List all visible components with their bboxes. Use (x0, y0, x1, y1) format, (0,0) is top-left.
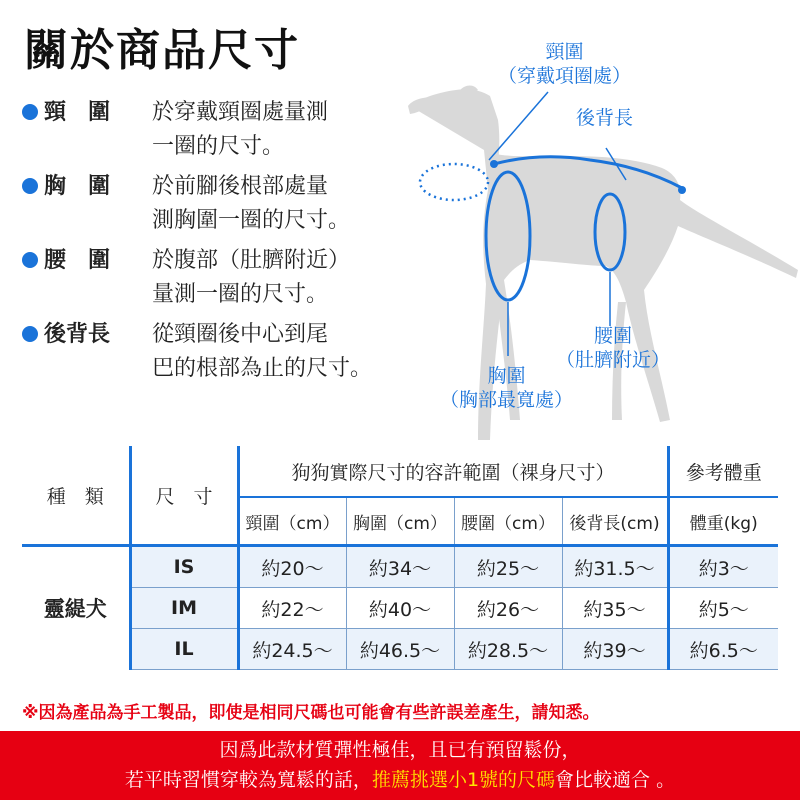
spec-back (22, 318, 373, 381)
spec-desc-line: 於前腳後根部處量 (152, 174, 329, 199)
breed-cell: 靈緹犬 (43, 597, 107, 622)
diagram-label-line: （肚臍附近） (556, 349, 671, 371)
chest-cell: 約40～ (346, 588, 454, 629)
chest-diagram-label (440, 364, 573, 412)
weight-cell: 約3～ (668, 546, 778, 588)
recommendation-banner (0, 731, 800, 800)
waist-cell: 約28.5～ (454, 629, 562, 670)
neck-diagram-label (498, 40, 631, 88)
spec-label: 頸 圍 (44, 100, 111, 125)
column-header-back: 後背長(cm) (562, 497, 668, 546)
spec-label: 腰 圍 (44, 248, 111, 273)
spec-waist (22, 244, 351, 307)
kind-header: 種 類 (46, 485, 104, 508)
spec-desc-line: 於腹部（肚臍附近） (152, 248, 351, 273)
neck-cell: 約20～ (238, 546, 346, 588)
banner-highlight: 推薦挑選小1號的尺碼 (371, 769, 556, 791)
table-row (22, 546, 778, 588)
bullet-icon (22, 178, 38, 194)
column-header-neck: 頸圍（cm） (238, 497, 346, 546)
table-row (22, 588, 778, 629)
range-header: 狗狗實際尺寸的容許範圍（裸身尺寸） (238, 446, 668, 497)
diagram-label-line: （胸部最寬處） (440, 389, 574, 411)
weight-cell: 約5～ (668, 588, 778, 629)
spec-description (152, 318, 402, 386)
spec-neck (22, 96, 329, 159)
waist-cell: 約26～ (454, 588, 562, 629)
ref-weight-header: 參考體重 (668, 446, 778, 497)
back-start-dot (490, 160, 498, 168)
back-end-dot (678, 186, 686, 194)
spec-desc-line: 於穿戴頸圈處量測 (152, 100, 329, 125)
spec-description (152, 96, 402, 164)
banner-line-1: 因爲此款材質彈性極佳，且已有預留鬆份， (219, 739, 581, 761)
page-title: 關於商品尺寸 (24, 25, 300, 76)
banner-text: 會比較適合 。 (555, 769, 676, 791)
spec-desc-line: 從頸圈後中心到尾 (152, 322, 329, 347)
weight-cell: 約6.5～ (668, 629, 778, 670)
neck-cell: 約22～ (238, 588, 346, 629)
column-header-waist: 腰圍（cm） (454, 497, 562, 546)
spec-desc-line: 量測一圈的尺寸。 (152, 282, 329, 307)
waist-cell: 約25～ (454, 546, 562, 588)
bullet-icon (22, 326, 38, 342)
table-row (22, 629, 778, 670)
banner-text: 若平時習慣穿較為寬鬆的話， (124, 769, 372, 791)
banner-line-2 (0, 765, 800, 795)
size-cell: IM (130, 588, 238, 629)
spec-description (152, 244, 402, 312)
neck-measure-ring (420, 164, 488, 200)
diagram-label-line: （穿戴項圈處） (498, 65, 632, 87)
spec-desc-line: 巴的根部為止的尺寸。 (152, 356, 373, 381)
spec-description (152, 170, 402, 238)
spec-label: 胸 圍 (44, 174, 111, 199)
size-header: 尺 寸 (130, 446, 238, 546)
size-cell: IL (130, 629, 238, 670)
spec-desc-line: 測胸圍一圈的尺寸。 (152, 208, 351, 233)
size-cell: IS (130, 546, 238, 588)
column-header-weight: 體重(kg) (668, 497, 778, 546)
handmade-note: ※因為產品為手工製品，即使是相同尺碼也可能會有些許誤差產生，請知悉。 (22, 703, 600, 723)
spec-desc-line: 一圈的尺寸。 (152, 134, 285, 159)
back-cell: 約35～ (562, 588, 668, 629)
neck-cell: 約24.5～ (238, 629, 346, 670)
chest-cell: 約34～ (346, 546, 454, 588)
diagram-label-line: 頸圍 (545, 41, 584, 63)
bullet-icon (22, 104, 38, 120)
back-cell: 約31.5～ (562, 546, 668, 588)
spec-chest (22, 170, 351, 233)
column-header-chest: 胸圍（cm） (346, 497, 454, 546)
back-diagram-label: 後背長 (576, 107, 634, 129)
waist-diagram-label (556, 324, 670, 372)
back-cell: 約39～ (562, 629, 668, 670)
spec-label: 後背長 (44, 322, 111, 347)
diagram-label-line: 腰圍 (594, 325, 633, 347)
size-table (22, 446, 778, 670)
chest-cell: 約46.5～ (346, 629, 454, 670)
diagram-label-line: 胸圍 (487, 365, 526, 387)
bullet-icon (22, 252, 38, 268)
